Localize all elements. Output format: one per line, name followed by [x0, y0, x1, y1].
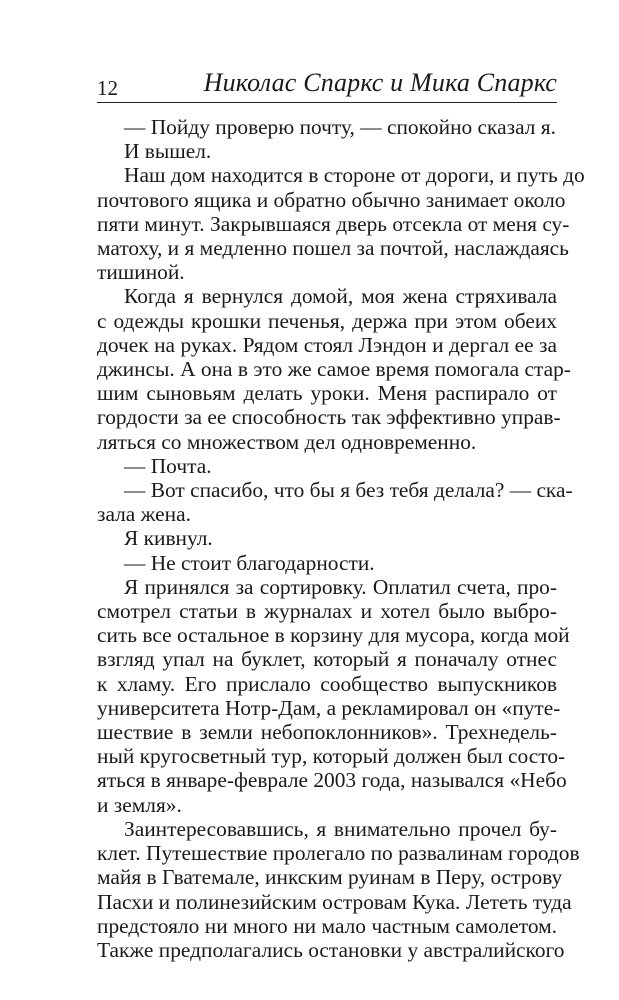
- text-line: пяти минут. Закрывшаяся дверь отсекла от меня су-: [97, 211, 570, 236]
- header-rule: [97, 102, 557, 103]
- text-line: шествие в земли небопоклонников». Трехнедель-: [97, 720, 557, 745]
- running-header: [97, 66, 557, 102]
- text-line: и земля».: [97, 792, 182, 817]
- text-line: Когда я вернулся домой, моя жена стряхивала: [124, 284, 557, 309]
- text-line: к хламу. Его прислало сообщество выпускников: [97, 671, 557, 696]
- text-line: шим сыновьям делать уроки. Меня распирало от: [97, 381, 557, 406]
- text-line: гордости за ее способность так эффективно управ-: [97, 405, 561, 430]
- text-line: с одежды крошки печенья, держа при этом обеих: [97, 308, 557, 333]
- text-line: джинсы. А она в это же самое время помогала стар-: [97, 357, 571, 382]
- paragraph: [97, 284, 571, 454]
- text-line: тишиной.: [97, 260, 185, 285]
- paragraph: [97, 139, 557, 163]
- text-line: сить все остальное в корзину для мусора, когда мой: [97, 623, 570, 648]
- text-line: Также предполагались остановки у австралийского: [97, 937, 565, 962]
- paragraph: [97, 115, 557, 139]
- text-line: Пасхи и полинезийским островам Кука. Лететь туда: [97, 889, 572, 914]
- text-line: — Пойду проверю почту, — спокойно сказал я.: [124, 115, 556, 139]
- paragraph: [97, 163, 585, 285]
- text-line: ный кругосветный тур, который должен был состо-: [97, 744, 566, 769]
- paragraph: [97, 478, 573, 527]
- paragraph: [97, 551, 557, 575]
- text-line: клет. Путешествие пролегало по развалинам городов: [97, 841, 580, 866]
- text-line: Я принялся за сортировку. Оплатил счета, про-: [124, 574, 557, 599]
- text-line: — Вот спасибо, что бы я без тебя делала? — ска-: [124, 478, 573, 503]
- text-line: Заинтересовавшись, я внимательно прочел бу-: [124, 816, 557, 841]
- text-line: яться в январе-феврале 2003 года, назывался «Небо: [97, 768, 567, 793]
- text-line: дочек на руках. Рядом стоял Лэндон и дергал ее за: [97, 332, 557, 357]
- text-line: — Не стоит благодарности.: [124, 550, 375, 575]
- text-line: предстояло ни много ни мало частным самолетом.: [97, 913, 557, 938]
- text-line: — Почта.: [124, 453, 212, 478]
- text-line: смотрел статьи в журналах и хотел было выбро-: [97, 599, 557, 624]
- text-line: И вышел.: [124, 139, 212, 164]
- body-text: [97, 115, 585, 962]
- text-line: зала жена.: [97, 502, 191, 527]
- paragraph: [97, 574, 570, 817]
- text-line: майя в Гватемале, инкским руинам в Перу, острову: [97, 865, 563, 890]
- text-line: взгляд упал на буклет, который я поначалу отнес: [97, 647, 557, 672]
- text-line: Наш дом находится в стороне от дороги, и путь до: [124, 163, 585, 188]
- running-title: Николас Спаркс и Мика Спаркс: [203, 68, 557, 97]
- text-line: университета Нотр-Дам, а рекламировал он «путе-: [97, 695, 561, 720]
- text-line: почтового ящика и обратно обычно занимает около: [97, 187, 566, 212]
- paragraph: [97, 816, 580, 962]
- paragraph: [97, 454, 557, 478]
- text-line: ляться со множеством дел одновременно.: [97, 429, 477, 454]
- paragraph: [97, 526, 557, 550]
- text-line: Я кивнул.: [124, 526, 213, 551]
- page-number: 12: [97, 76, 118, 100]
- text-line: матоху, и я медленно пошел за почтой, наслаждаясь: [97, 236, 569, 261]
